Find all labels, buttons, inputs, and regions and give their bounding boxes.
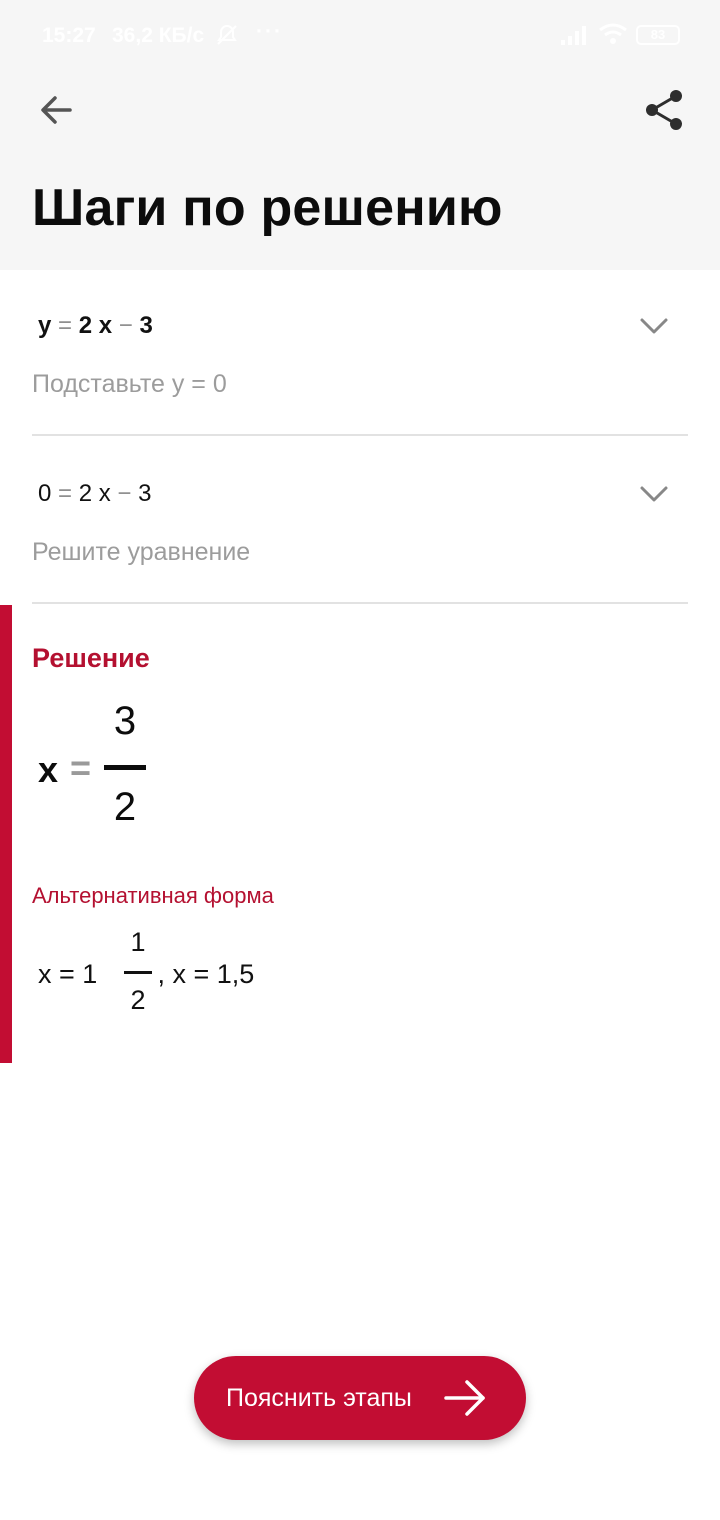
fraction-bar (104, 765, 146, 770)
solution-variable: x (38, 749, 59, 790)
alternative-form (38, 927, 438, 1019)
step-equation (38, 312, 153, 340)
fraction-denominator: 2 (113, 785, 137, 829)
step-equation (38, 480, 151, 508)
chevron-down-icon (639, 317, 669, 340)
step-description: Решите уравнение (32, 538, 251, 566)
status-network-speed: 36,2 КБ/с (112, 24, 205, 47)
explain-steps-button[interactable] (194, 1356, 526, 1440)
expand-step-button[interactable] (636, 478, 672, 514)
arrow-left-icon (38, 92, 74, 133)
solution-fraction (104, 699, 146, 839)
step-item[interactable] (32, 438, 688, 604)
solution-title: Решение (32, 643, 150, 673)
accent-bar (0, 605, 12, 1063)
chevron-down-icon (639, 485, 669, 508)
eq-operator: − (118, 312, 133, 339)
eq-sign: = (58, 312, 73, 339)
eq-lhs: 0 (38, 480, 52, 507)
page-title: Шаги по решению (32, 179, 503, 237)
eq-lhs: y (38, 312, 52, 339)
alt-lhs: x = 1 (38, 959, 98, 989)
status-more: ··· (256, 20, 283, 43)
battery-icon: 83 (636, 25, 680, 45)
fraction-numerator: 3 (113, 699, 137, 743)
eq-constant: 3 (139, 312, 153, 339)
solution-equals: = (70, 747, 92, 788)
status-time: 15:27 (42, 24, 96, 47)
mute-icon (214, 22, 240, 54)
alt-denominator: 2 (130, 985, 146, 1015)
status-bar (0, 0, 720, 70)
step-description: Подставьте y = 0 (32, 370, 227, 398)
eq-coefficient: 2 (78, 312, 93, 339)
expand-step-button[interactable] (636, 310, 672, 346)
alt-numerator: 1 (130, 927, 146, 957)
share-icon (644, 88, 684, 137)
eq-sign: = (58, 480, 73, 507)
alt-decimal: , x = 1,5 (150, 959, 255, 989)
app-header (0, 0, 720, 270)
alt-fraction (124, 927, 152, 1019)
signal-icon (560, 24, 588, 52)
eq-constant: 3 (138, 480, 152, 507)
arrow-right-icon (442, 1376, 488, 1420)
eq-coefficient: 2 (78, 480, 93, 507)
eq-operator: − (117, 480, 132, 507)
eq-variable: x (98, 312, 113, 339)
step-item[interactable] (32, 270, 688, 436)
back-button[interactable] (30, 86, 82, 138)
wifi-icon (598, 22, 628, 52)
share-button[interactable] (638, 86, 690, 138)
eq-variable: x (98, 480, 111, 507)
alt-fraction-bar (124, 971, 152, 974)
alternative-form-title: Альтернативная форма (32, 883, 274, 908)
solution-section (0, 605, 720, 1063)
explain-steps-label: Пояснить этапы (226, 1384, 412, 1412)
